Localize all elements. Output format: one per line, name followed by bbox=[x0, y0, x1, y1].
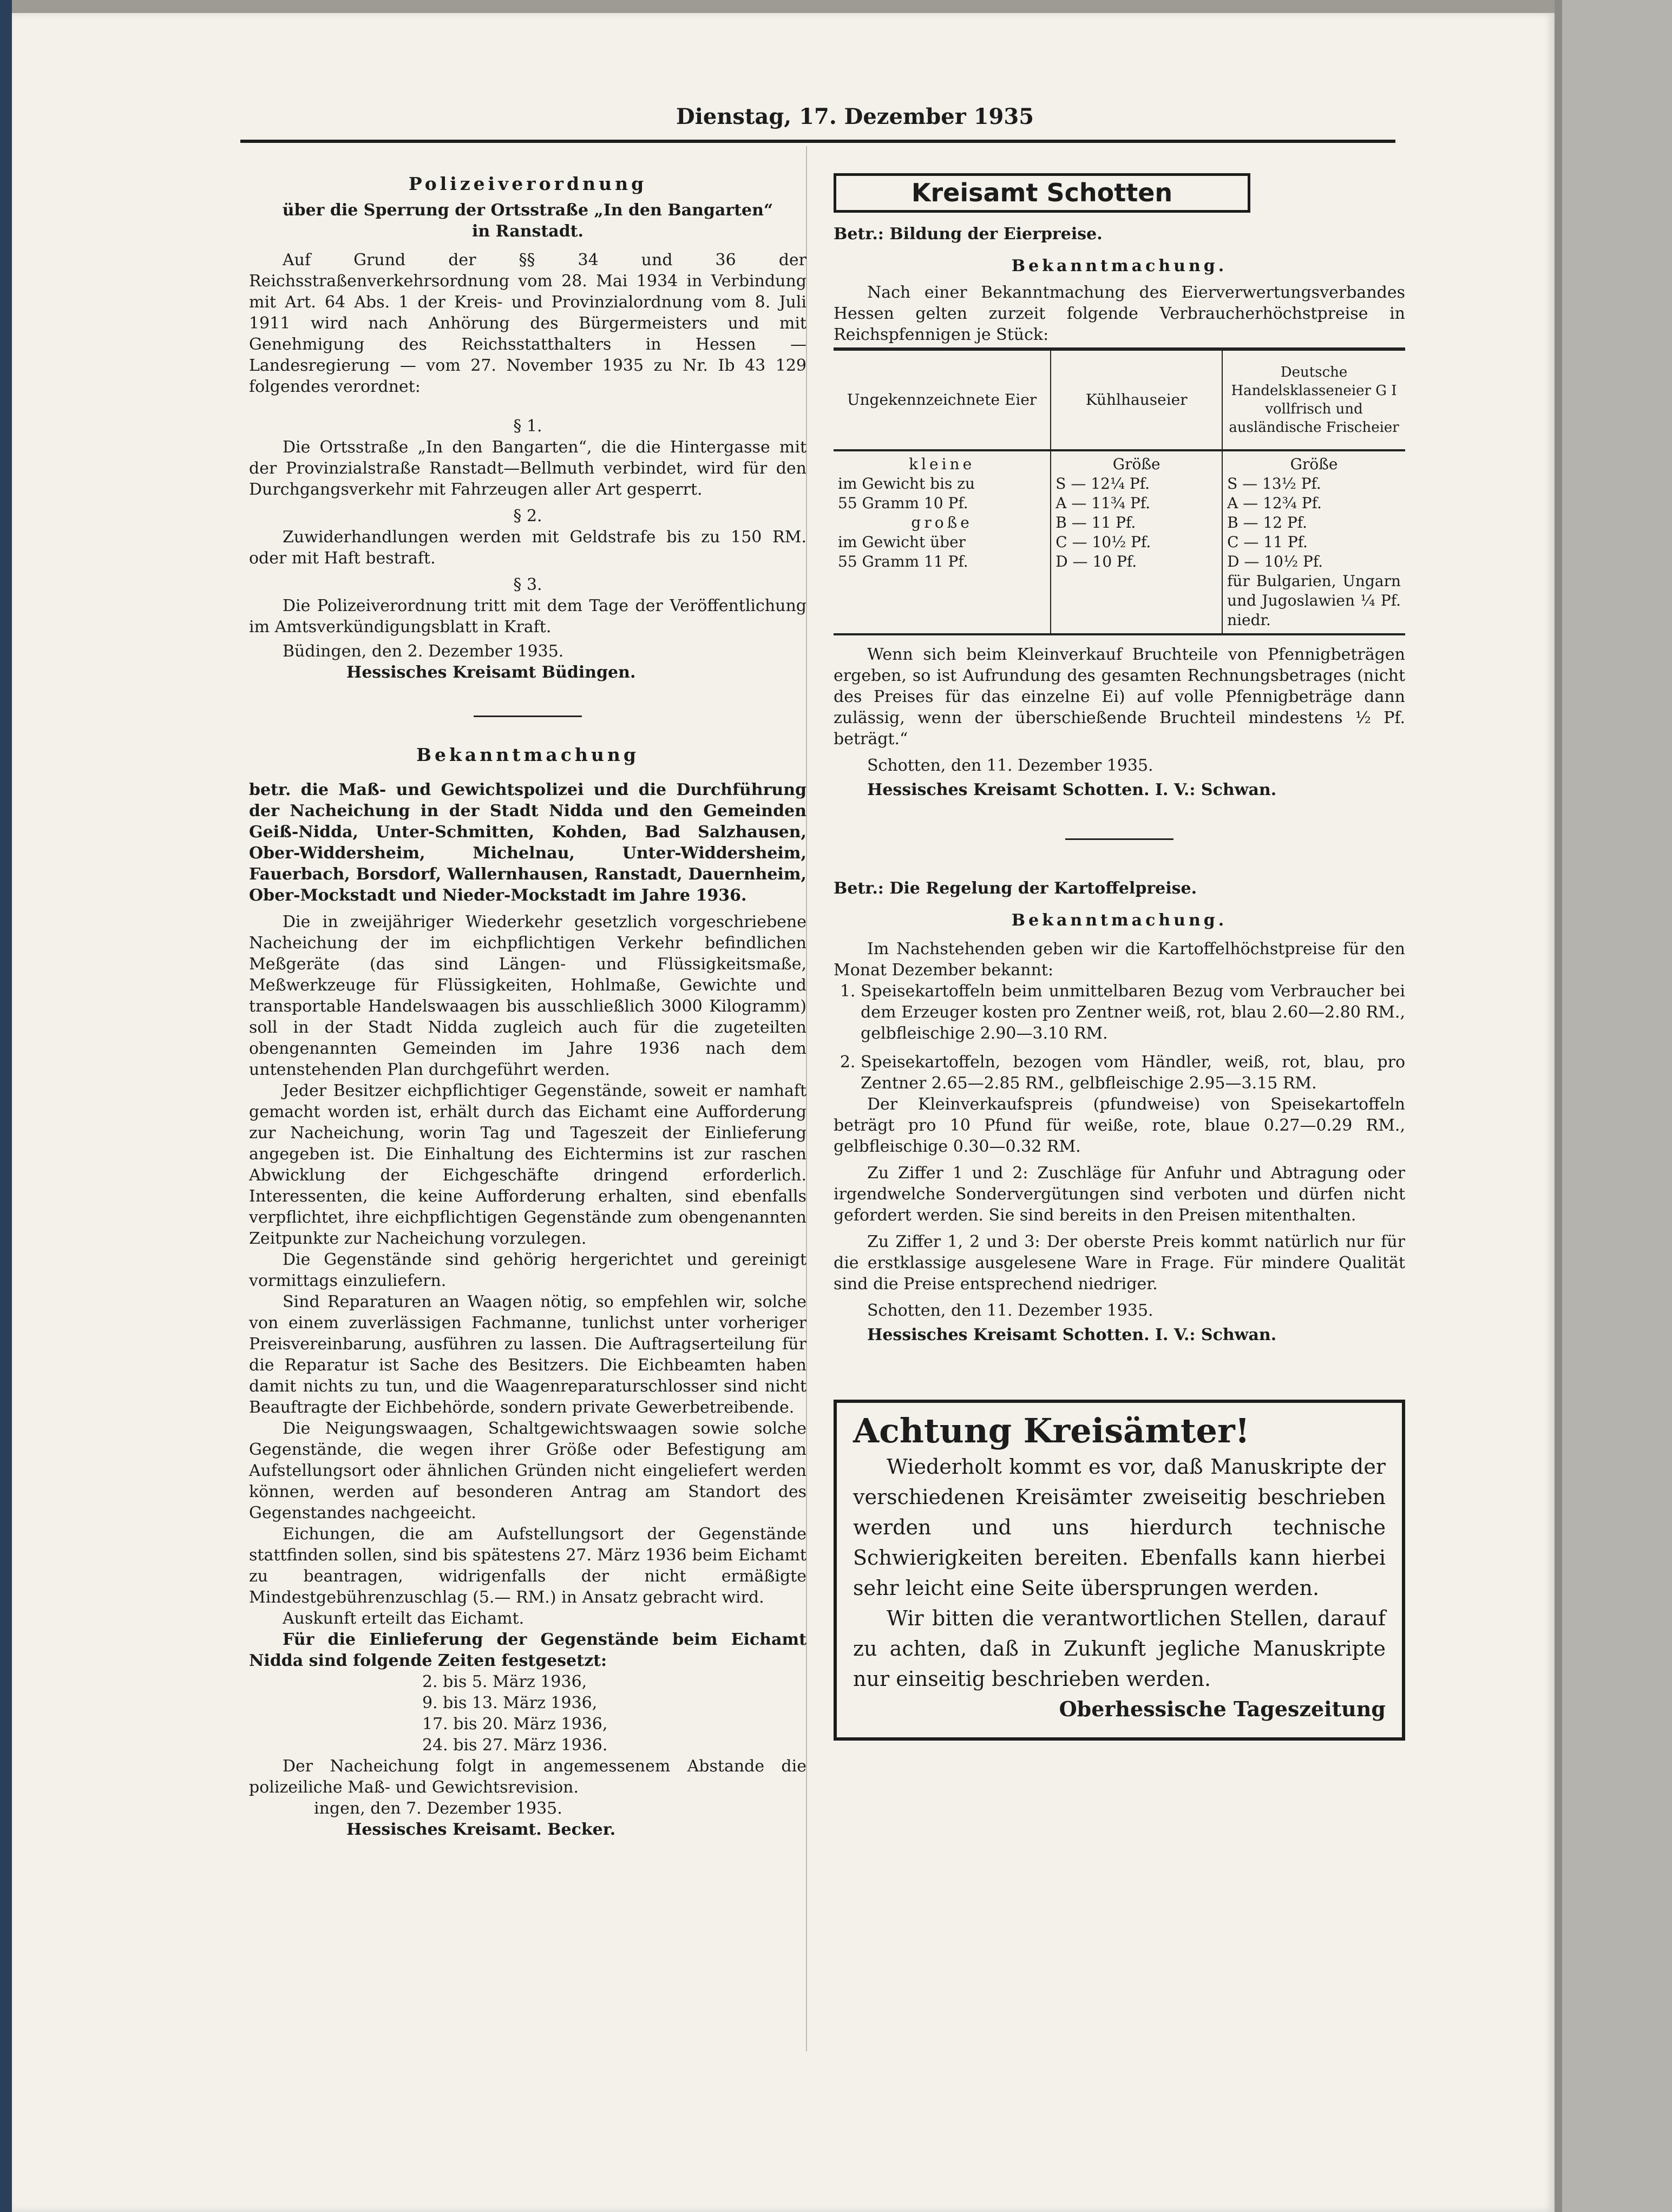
eichung-par9: Der Nacheichung folgt in angemessenem Abstande die polizeiliche Maß- und Gewichtsrevision. bbox=[249, 1757, 807, 1797]
eier-note: Wenn sich beim Kleinverkauf Bruchteile von Pfennigbeträgen ergeben, so ist Aufrundung des gesamten Rechnungsbetrages (nicht des Preises für das einzelne Ei) auf volle Pfennigbeträge dann zulässig, wenn der überschießende Bruchteil mindestens ½ Pf. beträgt.“ bbox=[834, 645, 1405, 749]
page-edge-shadow bbox=[1555, 0, 1562, 2212]
cell-line: A — 12¾ Pf. bbox=[1227, 494, 1322, 512]
achtung-title: Achtung Kreisämter! bbox=[853, 1411, 1250, 1450]
eichung-par7: Auskunft erteilt das Eichamt. bbox=[283, 1609, 524, 1628]
kartoffel-intro: Im Nachstehenden geben wir die Kartoffelhöchstpreise für den Monat Dezember bekannt: bbox=[834, 940, 1405, 980]
achtung-notice-box bbox=[834, 1400, 1405, 1741]
date-item: 2. bis 5. März 1936, bbox=[422, 1672, 587, 1691]
eichung-par3: Die Gegenstände sind gehörig hergerichtet und gereinigt vormittags einzuliefern. bbox=[249, 1250, 807, 1290]
polizei-place-date: Büdingen, den 2. Dezember 1935. bbox=[283, 642, 564, 661]
achtung-signature: Oberhessische Tageszeitung bbox=[1059, 1697, 1386, 1721]
eichung-date-list bbox=[422, 1671, 807, 1756]
kartoffel-betr: Betr.: Die Regelung der Kartoffelpreise. bbox=[834, 879, 1197, 898]
kartoffel-place-date: Schotten, den 11. Dezember 1935. bbox=[867, 1301, 1153, 1320]
kreisamt-schotten-box: Kreisamt Schotten bbox=[834, 173, 1250, 213]
paragraph-2-text: Zuwiderhandlungen werden mit Geldstrafe bis zu 150 RM. oder mit Haft bestraft. bbox=[249, 528, 807, 568]
list-item: 1. Speisekartoffeln beim unmittelbaren Bezug vom Verbraucher bei dem Erzeuger kosten pro Zentner weiß, rot, blau 2.60—2.80 RM., gelbfleischige 2.90—3.10 RM. bbox=[861, 981, 1405, 1044]
eichung-par1: Die in zweijähriger Wiederkehr gesetzlich vorgeschriebene Nacheichung der im eichpflichtigen Verkehr befindlichen Meßgeräte (das sind Längen- und Flüssigkeitsmaße, Meßwerkzeuge für Flüssigkeiten, Hohlmaße, Gewichte und transportable Handelswaagen bis ausschließlich 3000 Kilogramm) soll in der Stadt Nidda zugleich auch für die zugeteilten obengenannten Gemeinden im Jahre 1936 nach dem untenstehenden Plan durchgeführt werden. bbox=[249, 913, 807, 1079]
cell-line: Größe bbox=[1112, 455, 1160, 473]
eichung-subject: betr. die Maß- und Gewichtspolizei und die Durchführung der Nacheichung in der Stadt Nidda und den Gemeinden Geiß-Nidda, Unter-Schmitten, Kohden, Bad Salzhausen, Ober-Widdersheim, Michelnau, Unter-Widdersheim, Fauerbach, Borsdorf, Wallernhausen, Ranstadt, Dauernheim, Ober-Mockstadt und Nieder-Mockstadt im Jahre 1936. bbox=[249, 780, 807, 905]
date-item: 9. bis 13. März 1936, bbox=[422, 1694, 598, 1712]
table-cell bbox=[1051, 450, 1222, 634]
polizei-subtitle: über die Sperrung der Ortsstraße „In den Bangarten“ in Ranstadt. bbox=[282, 201, 773, 241]
header-rule bbox=[240, 140, 1395, 143]
cell-line: C — 11 Pf. bbox=[1227, 533, 1308, 551]
table-cell bbox=[1222, 450, 1405, 634]
eichung-par5: Die Neigungswaagen, Schaltgewichtswaagen sowie solche Gegenstände, die wegen ihrer Größe oder Befestigung am Aufstellungsort oder ähnlichen Gründen nicht eingeliefert werden können, werden auf besonderen Antrag am Standort des Gegenstandes nachgeeicht. bbox=[249, 1419, 807, 1522]
kartoffel-kleinverkauf: Der Kleinverkaufspreis (pfundweise) von Speisekartoffeln beträgt pro 10 Pfund für weiße, rote, blaue 0.27—0.29 RM., gelbfleischige 0.30—0.32 RM. bbox=[834, 1095, 1405, 1156]
cell-line: D — 10½ Pf. bbox=[1227, 553, 1323, 570]
kartoffel-title: Bekanntmachung. bbox=[1011, 911, 1228, 930]
achtung-par2: Wir bitten die verantwortlichen Stellen, darauf zu achten, daß in Zukunft jegliche Manuskripte nur einseitig beschrieben werden. bbox=[853, 1606, 1386, 1691]
eichung-title: Bekanntmachung bbox=[416, 744, 639, 765]
polizei-signature: Hessisches Kreisamt Büdingen. bbox=[346, 663, 636, 682]
kartoffel-list bbox=[834, 981, 1405, 1094]
cell-line: S — 13½ Pf. bbox=[1227, 475, 1321, 493]
polizei-intro: Auf Grund der §§ 34 und 36 der Reichsstraßenverkehrsordnung vom 28. Mai 1934 in Verbindung mit Art. 64 Abs. 1 der Kreis- und Provinzialordnung vom 8. Juli 1911 wird nach Anhörung des Bürgermeisters und mit Genehmigung des Reichsstatthalters in Hessen — Landesregierung — vom 27. November 1935 zu Nr. Ib 43 129 folgendes verordnet: bbox=[249, 251, 807, 396]
achtung-par1: Wiederholt kommt es vor, daß Manuskripte der verschiedenen Kreisämter zweiseitig beschrieben werden und uns hierdurch technische Schwierigkeiten bereiten. Ebenfalls kann hierbei sehr leicht eine Seite übersprungen werden. bbox=[853, 1455, 1386, 1600]
cell-line: C — 10½ Pf. bbox=[1055, 533, 1151, 551]
paragraph-1-text: Die Ortsstraße „In den Bangarten“, die die Hintergasse mit der Provinzialstraße Ranstadt—Bellmuth verbindet, wird für den Durchgangsverkehr mit Fahrzeugen aller Art gesperrt. bbox=[249, 438, 807, 499]
scan-margin bbox=[1555, 0, 1672, 2212]
right-column bbox=[834, 173, 1405, 1741]
eier-betr: Betr.: Bildung der Eierpreise. bbox=[834, 225, 1103, 244]
eichung-signature: Hessisches Kreisamt. Becker. bbox=[346, 1820, 616, 1839]
kartoffel-ziffer-1-2: Zu Ziffer 1 und 2: Zuschläge für Anfuhr und Abtragung oder irgendwelche Sondervergütungen sind verboten und dürfen nicht gefordert werden. Sie sind bereits in den Preisen mitenthalten. bbox=[834, 1164, 1405, 1225]
list-item: 2. Speisekartoffeln, bezogen vom Händler, weiß, rot, blau, pro Zentner 2.65—2.85 RM., gelbfleischige 2.95—3.15 RM. bbox=[861, 1052, 1405, 1094]
cell-line: im Gewicht über bbox=[838, 533, 966, 551]
eichung-par8: Für die Einlieferung der Gegenstände beim Eichamt Nidda sind folgende Zeiten festgesetzt: bbox=[249, 1630, 807, 1670]
cell-line: Größe bbox=[1290, 455, 1338, 473]
eier-title: Bekanntmachung. bbox=[1011, 257, 1228, 275]
eierpreise-table bbox=[834, 347, 1405, 635]
cell-line: für Bulgarien, Ungarn und Jugoslawien ¼ Pf. niedr. bbox=[1227, 572, 1401, 629]
table-header: Ungekennzeichnete Eier bbox=[834, 349, 1051, 450]
cell-line: S — 12¼ Pf. bbox=[1055, 475, 1150, 493]
kartoffel-ziffer-1-2-3: Zu Ziffer 1, 2 und 3: Der oberste Preis kommt natürlich nur für die erstklassige ausgelesene Ware in Frage. Für mindere Qualität sind die Preise entsprechend niedriger. bbox=[834, 1232, 1405, 1294]
eichung-place-date: ingen, den 7. Dezember 1935. bbox=[314, 1799, 562, 1818]
eichung-par2: Jeder Besitzer eichpflichtiger Gegenstände, soweit er namhaft gemacht worden ist, erhält durch das Eichamt eine Aufforderung zur Nacheichung, worin Tag und Tageszeit der Einlieferung angegeben ist. Die Einhaltung des Eichtermins ist zur raschen Abwicklung der Eichgeschäfte dringend erforderlich. Interessenten, die keine Aufforderung erhalten, sind ebenfalls verpflichtet, ihre eichpflichtigen Gegenstände zum obengenannten Zeitpunkte zur Nacheichung vorzulegen. bbox=[249, 1081, 807, 1248]
cell-line: 55 Gramm 11 Pf. bbox=[838, 553, 968, 570]
date-item: 17. bis 20. März 1936, bbox=[422, 1715, 608, 1734]
eier-intro: Nach einer Bekanntmachung des Eierverwertungsverbandes Hessen gelten zurzeit folgende Verbraucherhöchstpreise in Reichspfennigen je Stück: bbox=[834, 283, 1405, 344]
eichung-par4: Sind Reparaturen an Waagen nötig, so empfehlen wir, solche von einem zuverlässigen Fachmanne, tunlichst unter vorheriger Preisvereinbarung, ausführen zu lassen. Die Auftragserteilung für die Reparatur ist Sache des Besitzers. Die Eichbeamten haben damit nichts zu tun, und die Waagenreparaturschlosser sind nicht Beauftragte der Eichbehörde, sondern private Gewerbetreibende. bbox=[249, 1292, 807, 1417]
separator bbox=[1065, 838, 1173, 840]
paragraph-1-head: § 1. bbox=[513, 417, 542, 436]
left-column bbox=[249, 173, 807, 1840]
cell-line: A — 11¾ Pf. bbox=[1055, 494, 1151, 512]
scan-background bbox=[0, 0, 1672, 13]
eier-signature: Hessisches Kreisamt Schotten. I. V.: Schwan. bbox=[867, 780, 1277, 799]
cell-line: 55 Gramm 10 Pf. bbox=[838, 494, 968, 512]
table-header: Kühlhauseier bbox=[1051, 349, 1222, 450]
table-cell bbox=[834, 450, 1051, 634]
paragraph-3-text: Die Polizeiverordnung tritt mit dem Tage der Veröffentlichung im Amtsverkündigungsblatt in Kraft. bbox=[249, 596, 807, 636]
polizei-title: Polizeiverordnung bbox=[408, 173, 647, 194]
kartoffel-signature: Hessisches Kreisamt Schotten. I. V.: Schwan. bbox=[867, 1325, 1277, 1344]
binding-edge bbox=[0, 0, 12, 2212]
cell-line: kleine bbox=[909, 455, 975, 473]
paragraph-3-head: § 3. bbox=[513, 575, 542, 594]
cell-line: große bbox=[911, 514, 973, 531]
cell-line: im Gewicht bis zu bbox=[838, 475, 975, 493]
cell-line: B — 11 Pf. bbox=[1055, 514, 1136, 531]
cell-line: D — 10 Pf. bbox=[1055, 553, 1137, 570]
separator bbox=[474, 716, 582, 717]
eier-place-date: Schotten, den 11. Dezember 1935. bbox=[867, 756, 1153, 775]
cell-line: B — 12 Pf. bbox=[1227, 514, 1308, 531]
date-item: 24. bis 27. März 1936. bbox=[422, 1736, 608, 1755]
issue-date: Dienstag, 17. Dezember 1935 bbox=[676, 104, 1034, 129]
eichung-par6: Eichungen, die am Aufstellungsort der Gegenstände stattfinden sollen, sind bis spätestens 27. März 1936 beim Eichamt zu beantragen, widrigenfalls der nicht ermäßigte Mindestgebührenzuschlag (5.— RM.) in Ansatz gebracht wird. bbox=[249, 1525, 807, 1607]
table-header: Deutsche Handelsklasseneier G I vollfrisch und ausländische Frischeier bbox=[1222, 349, 1405, 450]
paragraph-2-head: § 2. bbox=[513, 507, 542, 526]
